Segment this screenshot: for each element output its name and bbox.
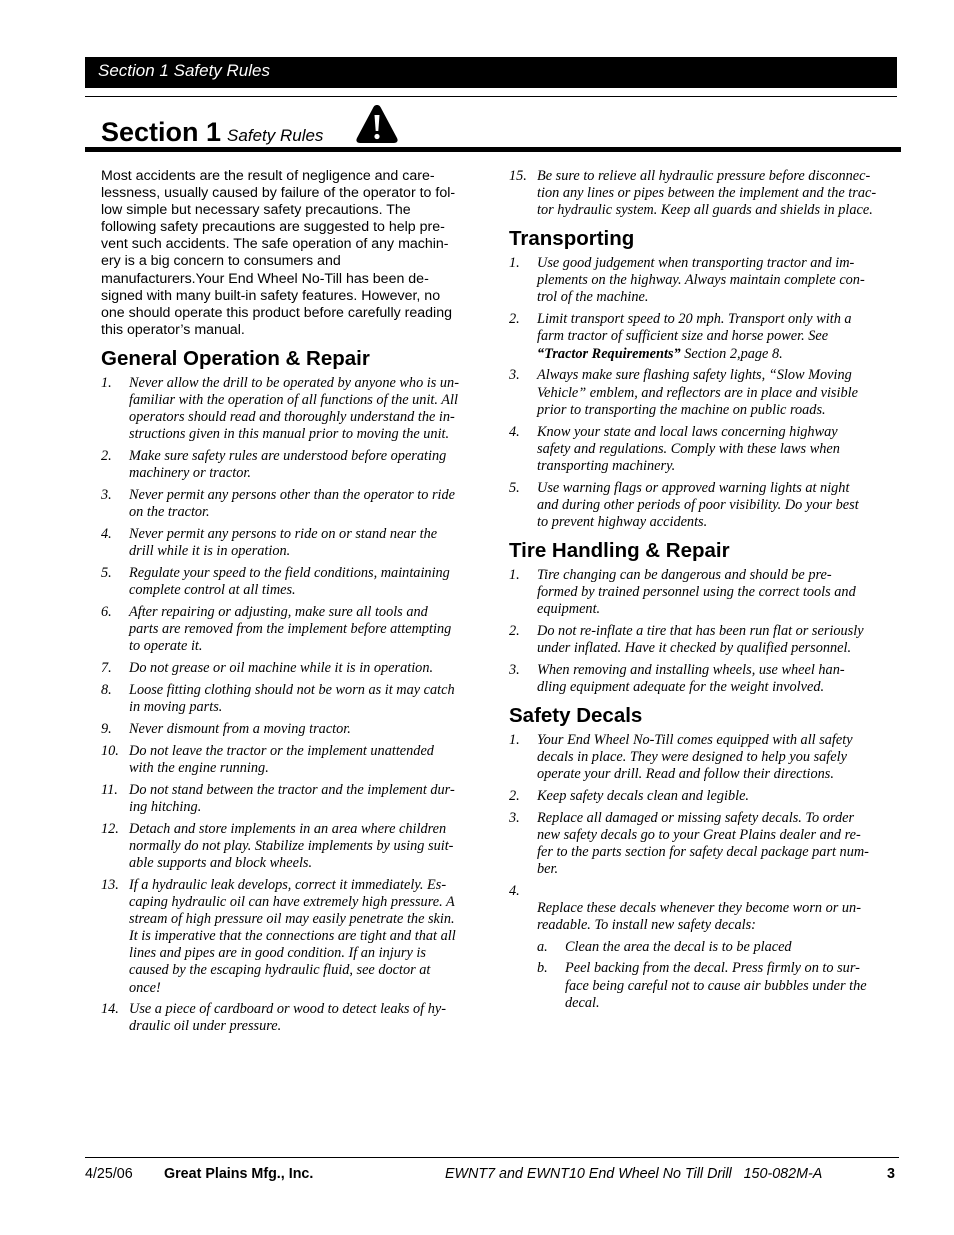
item-text: Use a piece of cardboard or wood to detect leaks of hy- draulic oil under pressure. [129,1001,446,1035]
footer-company: Great Plains Mfg., Inc. [164,1166,314,1182]
item-text: Know your state and local laws concerning highway safety and regulations. Comply with these laws when transporting machinery. [537,423,840,474]
list-item [101,526,482,560]
item-number: 10. [101,742,119,759]
item-text: Do not leave the tractor or the implement unattended with the engine running. [129,742,434,776]
heading-transporting: Transporting [509,227,635,251]
item-text: Regulate your speed to the field conditions, maintaining complete control at all times. [129,565,450,599]
item-text-part: Limit transport speed to 20 mph. Transport only with a farm tractor of sufficient size and horse power. See [537,311,852,345]
item-number: 5. [509,479,520,496]
item-text: After repairing or adjusting, make sure all tools and parts are removed from the implement before attempting to operate it. [129,604,452,655]
item-text: Never permit any persons to ride on or stand near the drill while it is in operation. [129,526,438,560]
item-text: Always make sure flashing safety lights, “Slow Moving Vehicle” emblem, and reflectors are in place and visible prior to transporting the machine on public roads. [537,367,858,418]
item-number: 11. [101,781,118,798]
list-item [101,1001,482,1035]
warning-triangle-icon [355,103,399,145]
item-text: When removing and installing wheels, use wheel han- dling equipment adequate for the weight involved. [537,661,845,696]
list-item [101,487,482,521]
list-item [509,311,890,362]
item-text: Keep safety decals clean and legible. [537,788,750,805]
item-text: Peel backing from the decal. Press firmly on to sur- face being careful not to cause air bubbles under the decal. [565,960,867,1011]
item-number: 4. [509,423,520,440]
title-sub: Safety Rules [227,126,324,145]
heading-tire-handling: Tire Handling & Repair [509,538,730,562]
item-number: 4. [509,883,520,900]
item-text [537,311,890,362]
list-item [101,877,482,997]
list-item [509,732,890,783]
list-item [509,480,890,531]
item-number: 13. [101,876,119,893]
footer-page-number: 3 [887,1166,895,1182]
item-number: 2. [509,311,520,328]
list-item [101,821,482,872]
sub-list-item [537,960,890,1011]
item-text-bold: “Tractor Requirements” [537,345,681,362]
item-number: 8. [101,682,112,699]
item-number: 6. [101,604,112,621]
item-text: If a hydraulic leak develops, correct it immediately. Es- caping hydraulic oil can have extremely high pressure. A stream of high pressure oil may easily penetrate the skin. It is imperative that the connections are tight and that all lines and pipes are in good condition. If an injury is caused by the escaping hydraulic fluid, see doctor at once! [129,876,456,996]
item-number: 12. [101,820,119,837]
item-number: 3. [101,487,112,504]
item-number: 1. [509,566,520,583]
item-text: Clean the area the decal is to be placed [565,939,792,956]
item-text: Your End Wheel No-Till comes equipped with all safety decals in place. They were designed to help you safely operate your drill. Read and follow their directions. [537,732,853,783]
item-text: Make sure safety rules are understood before operating machinery or tractor. [129,448,447,482]
item-number: 1. [509,255,520,272]
item-text: Replace all damaged or missing safety decals. To order new safety decals go to your Great Plains dealer and re- fer to the parts section for safety decal package part num- ber. [537,810,869,878]
item-text-part: Replace these decals whenever they become worn or un- readable. To install new safety decals: [537,900,861,934]
item-text: Do not grease or oil machine while it is in operation. [129,660,434,677]
general-list-continued [509,168,890,219]
item-number: 5. [101,565,112,582]
item-letter: b. [537,960,548,977]
list-item [509,883,890,934]
page-title [101,103,323,147]
list-item [101,721,482,738]
item-number: 3. [509,810,520,827]
list-item [509,367,890,418]
list-item [101,682,482,716]
list-item [101,743,482,777]
item-number: 2. [509,788,520,805]
list-item [509,662,890,696]
intro-paragraph: Most accidents are the result of negligence and care- lessness, usually caused by failure of the operator to fol- low simple but necessary safety precautions. The following safety precautions are suggested to help pre- vent such accidents. The safe operation of any machin- ery is a big concern to consumers and manufacturers.Your End Wheel No-Till has been de- signed with many built-in safety features. However, no one should operate this product before carefully reading this operator’s manual. [101,168,456,338]
list-item [101,660,482,677]
item-text [537,883,890,934]
item-number: 9. [101,721,112,737]
item-text: Never permit any persons other than the operator to ride on the tractor. [129,487,456,521]
footer-rule [85,1157,899,1158]
list-item [101,375,482,443]
item-text-part: Section 2,page 8. [680,345,783,362]
section-header-text: Section 1 Safety Rules [98,61,270,80]
item-number: 4. [101,526,112,543]
list-item [101,782,482,816]
footer-date: 4/25/06 [85,1166,133,1182]
footer-document-title: EWNT7 and EWNT10 End Wheel No Till Drill 150-082M-A [445,1166,823,1182]
item-text: Never dismount from a moving tractor. [129,721,351,737]
tire-list [509,567,890,696]
list-item [101,604,482,655]
item-text: Never allow the drill to be operated by anyone who is un- familiar with the operation of all functions of the unit. All operators should read and thoroughly understand the in- structions given in this manual prior to moving the unit. [129,374,459,443]
item-number: 1. [509,732,520,749]
decals-sublist [537,939,890,1011]
header-rule [85,96,897,97]
item-text: Do not stand between the tractor and the implement dur- ing hitching. [129,781,455,815]
list-item [509,623,890,657]
item-number: 7. [101,660,112,677]
item-text: Detach and store implements in an area where children normally do not play. Stabilize implements by using suit- able supports and block wheels. [129,820,454,872]
item-text: Use good judgement when transporting tractor and im- plements on the highway. Always maintain complete con- trol of the machine. [537,255,865,306]
list-item [101,448,482,482]
item-text: Be sure to relieve all hydraulic pressure before disconnec- tion any lines or pipes between the implement and the trac- tor hydraulic system. Keep all guards and shields in place. [537,168,877,219]
item-text: Do not re-inflate a tire that has been run flat or seriously under inflated. Have it checked by qualified personnel. [537,622,864,657]
item-text: Loose fitting clothing should not be worn as it may catch in moving parts. [129,682,455,716]
item-number: 1. [101,374,112,391]
left-column [101,168,482,1040]
item-text: Tire changing can be dangerous and should be pre- formed by trained personnel using the correct tools and equipment. [537,566,856,618]
list-item [509,810,890,878]
list-item [509,168,890,219]
item-number: 2. [509,622,520,639]
sub-list-item [537,939,890,956]
title-rule [85,147,901,152]
item-number: 3. [509,661,520,678]
right-column [509,168,890,1016]
list-item [509,788,890,805]
list-item [509,255,890,306]
title-main: Section 1 [101,117,222,147]
item-number: 3. [509,367,520,384]
list-item [101,565,482,599]
heading-safety-decals: Safety Decals [509,704,643,728]
section-header-bar [85,57,897,88]
item-number: 15. [509,168,527,184]
transporting-list [509,255,890,531]
list-item [509,424,890,475]
item-text: Use warning flags or approved warning lights at night and during other periods of poor visibility. Do your best to prevent highway accidents. [537,479,859,530]
list-item [509,567,890,618]
decals-list [509,732,890,934]
item-number: 14. [101,1001,119,1018]
general-list [101,375,482,1036]
heading-general-operation: General Operation & Repair [101,346,370,370]
item-letter: a. [537,939,548,956]
item-number: 2. [101,448,112,465]
